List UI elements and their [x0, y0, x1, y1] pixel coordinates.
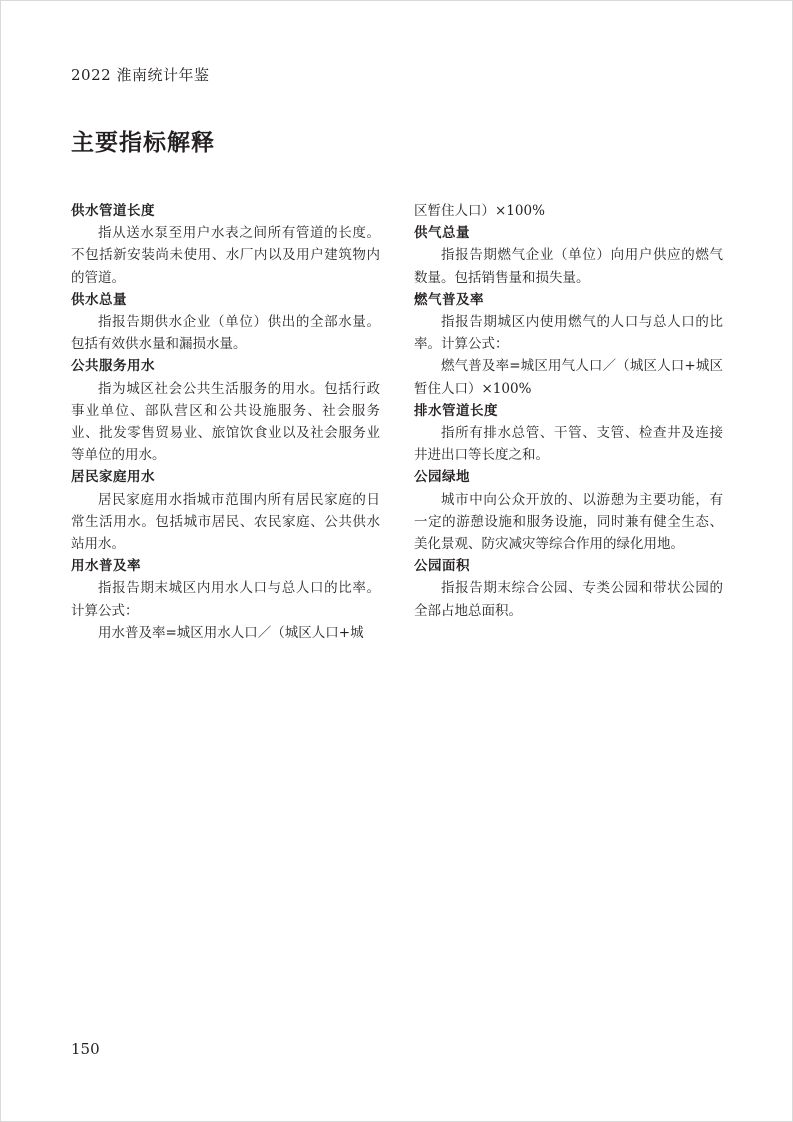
term-definition: 指所有排水总管、干管、支管、检查井及连接井进出口等长度之和。 — [414, 425, 723, 464]
term-heading: 供气总量 — [414, 225, 470, 242]
term-heading: 供水管道长度 — [71, 203, 155, 219]
entry-park-area — [414, 555, 723, 622]
entry-water-pipe-length — [71, 200, 380, 289]
term-heading: 用水普及率 — [71, 558, 141, 575]
page-number: 150 — [71, 1040, 100, 1058]
term-definition: 指报告期末城区内用水人口与总人口的比率。计算公式： — [71, 580, 380, 619]
term-heading: 燃气普及率 — [414, 291, 484, 308]
term-definition: 指从送水泵至用户水表之间所有管道的长度。不包括新安装尚未使用、水厂内以及用户建筑物内的管道。 — [71, 225, 380, 286]
entry-drainage-pipe-length — [414, 400, 723, 467]
formula: 燃气普及率=城区用气人口／（城区人口+城区暂住人口）×100% — [414, 358, 723, 397]
page-title: 主要指标解释 — [71, 130, 215, 156]
formula-continuation: 区暂住人口）×100% — [414, 203, 545, 219]
entry-park-green-space — [414, 466, 723, 555]
right-column — [414, 200, 723, 622]
entry-total-gas-supply — [414, 222, 723, 289]
term-heading: 居民家庭用水 — [71, 469, 155, 486]
formula: 用水普及率=城区用水人口／（城区人口+城 — [98, 624, 364, 641]
left-column — [71, 200, 380, 644]
entry-water-coverage-rate — [71, 555, 380, 644]
term-heading: 供水总量 — [71, 291, 127, 308]
term-heading: 公共服务用水 — [71, 358, 155, 375]
entry-household-water — [71, 466, 380, 555]
running-header: 2022 淮南统计年鉴 — [71, 66, 210, 84]
term-definition: 指报告期城区内使用燃气的人口与总人口的比率。计算公式： — [414, 314, 723, 353]
entry-public-service-water — [71, 355, 380, 466]
entry-total-water-supply — [71, 289, 380, 356]
term-definition: 城市中向公众开放的、以游憩为主要功能，有一定的游憩设施和服务设施，同时兼有健全生态、美化景观、防灾减灾等综合作用的绿化用地。 — [414, 491, 723, 553]
term-definition: 指报告期末综合公园、专类公园和带状公园的全部占地总面积。 — [414, 580, 723, 619]
term-definition: 指报告期燃气企业（单位）向用户供应的燃气数量。包括销售量和损失量。 — [414, 247, 723, 286]
entry-gas-coverage-rate — [414, 289, 723, 400]
term-definition: 指为城区社会公共生活服务的用水。包括行政事业单位、部队营区和公共设施服务、社会服务业、批发零售贸易业、旅馆饮食业以及社会服务业等单位的用水。 — [71, 380, 380, 464]
term-heading: 公园绿地 — [414, 469, 470, 486]
term-definition: 指报告期供水企业（单位）供出的全部水量。包括有效供水量和漏损水量。 — [71, 314, 380, 353]
term-heading: 排水管道长度 — [414, 402, 498, 419]
term-definition: 居民家庭用水指城市范围内所有居民家庭的日常生活用水。包括城市居民、农民家庭、公共供水站用水。 — [71, 491, 380, 553]
term-heading: 公园面积 — [414, 558, 470, 575]
